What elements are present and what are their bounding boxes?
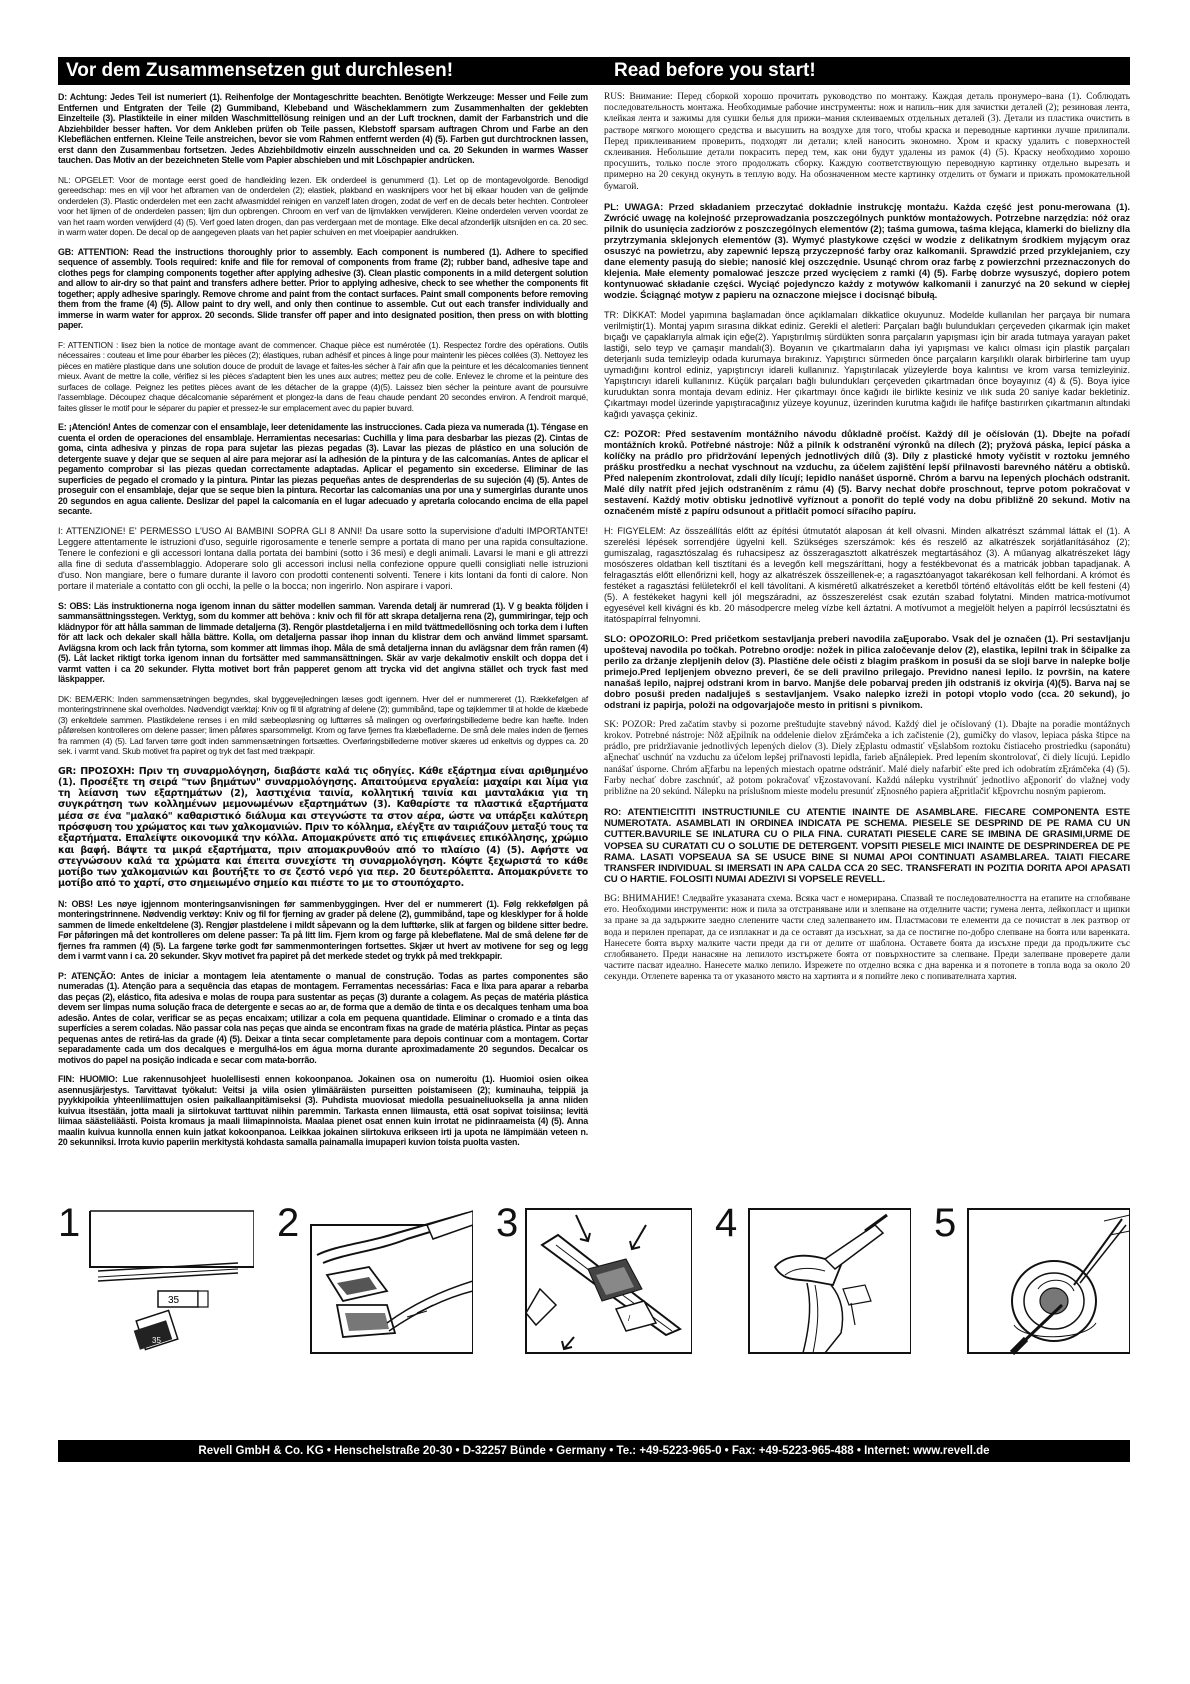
instruction-paragraph: GB: ATTENTION: Read the instructions thoroughly prior to assembly. Each component is numbered (1). Adhere to specified sequence of assembly. Tools required: knife and file for removal of components from frame (2); rubber band, adhesive tape and clothes pegs for clamping components together after applying adhesive (3). Clean plastic components in a mild detergent solution and allow to air-dry so that paint and transfers adhere better. Prior to applying adhesive, check to see whether the components fit together; apply adhesive sparingly. Remove chrome and paint from the contact surfaces. Paint small components before removing them from the frame (4) (5). Allow paint to dry well, and only then continue to assemble. Cut out each transfer individually and immerse in warm water for approx. 20 seconds. Slide transfer off paper and into designated position, then press on with blotting paper.	[58, 246, 588, 330]
instruction-sheet	[58, 57, 1130, 1637]
instruction-paragraph: D: Achtung: Jedes Teil ist numeriert (1). Reihenfolge der Montageschritte beachten. Benötigte Werkzeuge: Messer und Feile zum Entfernen und Entgraten der Teile (2) Gummiband, Klebeband und Wäscheklammern zum Zusammenhalten der geklebten Einzelteile (3). Plastikteile in einer milden Waschmittellösung reinigen und an der Luft trocknen, damit der Farbanstrich und die Abziehbilder besser haften. Vor dem Ankleben prüfen ob Teile passen, Klebstoff sparsam auftragen Chrom und Farbe an den Klebeflächen entfernen. Kleine Teile anstreichen, bevor sie vom Rahmen entfernt werden (4) (5). Farben gut durchtrocknen lassen, erst dann den Zusammenbau fortsetzen. Jedes Abziehbildmotiv einzeln ausschneiden und ca. 20 Sekunden in warmes Wasser tauchen. Das Motiv an der bezeichneten Stelle vom Papier abschieben und mit Löschpapier andrücken.	[58, 92, 588, 165]
instruction-paragraph: BG: ВНИМАНИЕ! Следвайте указаната схема. Всяка част е номерирана. Спазвай те последователността на етапите на сглобяване ето. Необходими инструменти: нож и пила за отстраняване или и злепване на отделните части; гумена лента, лейкопласт и щипки за пране за да задържите заедно слепените части след залепването им. Пластмасови те елементи да се почистат в лек разтвор от вода и перилен препарат, да се изплакнат и да се оставят да изсъхнат, за да се постигне по-добро слепване на боята или варенката. Нанесете боята върху малките части преди да ги от делите от шаблона. Оставете боята да изсъхне преди да продължите със сглобяването. Преди нанасяне на лепилото изстържете боята от повърхностите за слепване. Преди залепване проверете дали частите пасват идеално. Нанесете малко лепило. Изрежете по отделно всяка с дна варенка и я потопете в топла вода за около 20 секунди. Отлепете варенка та от указаното място на хартията и я попийте леко с попивателната хартия.	[604, 893, 1130, 983]
instruction-paragraph: P: ATENÇÃO: Antes de iniciar a montagem leia atentamente o manual de construção. Todas as partes componentes são numeradas (1). Atenção para a sequência das etapas de montagem. Ferramentas necessárias: Faca e lixa para aparar a rebarba das peças (2), elástico, fita adesiva e molas de roupa para sustentar as peças (3) durante a colagem. As peças de matéria plástica devem ser limpas numa solução fraca de detergente e secas ao ar, de forma que a demão de tinta e os decalques tenham uma boa adesão. Antes de colar, verificar se as peças encaixam; utilizar a cola em pequena quantidade. Eliminar o cromado e a tinta das superfícies a serem coladas. Não passar cola nas peças que ainda se encontram fixas na grade de matéria plástica. Pintar as peças pequenas antes de retirá-las da grade (4) (5). Deixar a tinta secar completamente para depois continuar com a montagem. Cortar separadamente cada um dos decalques e mergulhá-los em água morna durante aproximadamente 20 segundos. Decalcar os motivos do papel na posição indicada e secar com mata-borrão.	[58, 970, 588, 1065]
instruction-paragraph: PL: UWAGA: Przed składaniem przeczytać dokładnie instrukcję montażu. Każda część jest ponu-merowana (1). Zwrócić uwagę na kolejność przeprowadzania poszczególnych punktów montażowych. Potrzebne narzędzia: nóż oraz pilnik do usunięcia zadziorów z poszczególnych elementów (2); taśma gumowa, taśma klejąca, klamerki do bielizny dla przytrzymania sklejonych elementów (3). Wymyć plastykowe części w wodzie z delikatnym środkiem myjącym oraz osuszyć na powietrzu, aby zapewnić lepszą przyczepność farby oraz kalkomanii. Sprawdzić przed przyklejaniem, czy dane elementy pasują do siebie; nanosić klej oszczędnie. Usunąć chrom oraz farbę z powierzchni przeznaczonych do klejenia. Małe elementy pomalować jeszcze przed wycięciem z ramki (4) (5). Farbę dobrze wysuszyć, dopiero potem kontynuować składanie części. Wyciąć pojedynczo każdy z motywów kalkomanii i zanurzyć na 20 sekund w ciepłej wodzie. Ściągnąć motyw z papieru na oznaczone miejsce i docisnąć bibułą.	[604, 201, 1130, 300]
clamping-illustration	[496, 1205, 692, 1355]
numbered-parts-illustration	[58, 1205, 254, 1355]
instruction-paragraph: NL: OPGELET: Voor de montage eerst goed de handleiding lezen. Elk onderdeel is genummerd (1). Let op de montagevolgorde. Benodigd gereedschap: mes en vijl voor het afbramen van de onderdelen (2); elastiek, plakband en wasknijpers voor het bij elkaar houden van de gelijmde onderdelen (3). Plastic onderdelen met een zacht afwasmiddel reinigen en vanzelf laten drogen, zodat de verf en de decals beter hechten. Controleer voor het lijmen of de onderdelen passen; lijm dun opbrengen. Chroom en verf van de lijmvlakken verwijderen. Kleine onderdelen verven voordat ze van het raam worden verwijderd (4) (5). Verf goed laten drogen, dan pas verdergaan met de montage. Elke decal afzonderlijk uitsnijden en ca. 20 sec. in warm water dopen. De decal op de aangegeven plaats van het papier schuiven en met vloeipapier aandrukken.	[58, 174, 588, 237]
instruction-paragraph: N: OBS! Les nøye igjennom monteringsanvisningen før sammenbyggingen. Hver del er nummerert (1). Følg rekkefølgen på monteringstrinnene. Nødvendig verktøy: Kniv og fil for fjerning av grader på delene (2), gummibånd, tape og klesklyper for å holde sammen de limede enkeltdelene (3). Rengjør plastdelene i mildt såpevann og la dem lufttørke, slik at fargen og bildene sitter bedre. Før påføringen må det kontrolleres om delene passer: Ta på litt lim. Fjern krom og farge på klebeflatene. Mal de små delene før de fjernes fra rammen (4) (5). La fargene tørke godt før sammenmonteringen fortsettes. Skjær ut hvert av motivene for seg og legg dem i varmt vann i ca. 20 sekunder. Skyv motivet fra papiret på det merkede stedet og trykk på med trekkpapir.	[58, 898, 588, 962]
step-2-panel	[277, 1201, 473, 1355]
decal-application-illustration	[934, 1205, 1130, 1355]
instruction-paragraph: E: ¡Atención! Antes de comenzar con el ensamblaje, leer detenidamente las instrucciones. Cada pieza va numerada (1). Téngase en cuenta el orden de operaciones del ensamblaje. Herramientas necesarias: Cuchilla y lima para desbarbar las piezas (2). Cintas de goma, cinta adhesiva y pinzas de ropa para sujetar las piezas pegadas (3). Lavar las piezas de plástico en una solución de detergente suave y dejar que se sequen al aire para mejorar así la adhesión de la pintura y de las calcomanías. Antes de aplicar el pegamento comprobar si las piezas quedan correctamente adaptadas. Aplicar el pegamento sin excederse. Eliminar de las superficies de pegado el cromado y la pintura. Pintar las piezas pequeñas antes de desprenderlas de su sujeción (4) (5). Antes de proseguir con el ensamblaje, dejar que se seque bien la pintura. Recortar las calcomanías una por una y sumergirlas durante unos 20 segundos en agua caliente. Deslizar del papel la calcomanía en el lugar adecuado y apretarla colocando encima de ella papel secante.	[58, 422, 588, 516]
step-5-panel	[934, 1201, 1130, 1355]
instruction-paragraph: SLO: OPOZORILO: Pred pričetkom sestavljanja preberi navodila zaĘuporabo. Vsak del je označen (1). Pri sestavljanju upoštevaj navodila po točkah. Potrebno orodje: nožek in pilica zaločevanje delov (2), elastika, lepilni trak in ščipalke za perilo za držanje zlepljenih delov (3). Plastične dele očisti z blagim praškom in posuši da se sloji barve in nalepke bolje primejo.Pred lepljenjem obvezno preveri, če se deli pravilno prilegajo. Previdno nanesi lepilo. Iz površin, na katere nanašaš lepilo, najprej odstrani krom in barvo. Manjše dele pobarvaj preden jih odstraniš iz okvirja (4)(5). Barva naj se dobro posuši preden nadaljuješ s sestavljanjem. Vsako nalepko izreži in potopi vtoplo vodo (cca. 20 sekund), jo odstrani iz papirja, položi na odgovarjajoče mesto in pritisni s pivnikom.	[604, 633, 1130, 710]
header-title-english: Read before you start!	[614, 60, 816, 81]
instruction-paragraph: RUS: Внимание: Перед сборкой хорошо прочитать руководство по монтажу. Каждая деталь пронумеро–вана (1). Соблюдать последовательность монтажа. Необходимые рабочие инструменты: нож и напиль–ник для зачистки деталей (2); резиновая лента, клейкая лента и зажимы для сушки белья для прижи–мания склеиваемых отдельных деталей (3). Детали из пластика очистить в растворе мягкого моющего средства и высушить на воздухе для того, чтобы краска и переводные картинки лучше прилипали. Перед приклеиванием проверить, подходят ли детали; клей наносить экономно. Хром и краску удалить с поверхностей склеивания. Небольшие детали покрасить перед тем, как они будут удалены из рамок (4) (5). Краску необходимо хорошо просушить, только после этого продолжать сборку. Каждую соответствующую переводную картинку отдельно вырезать и примерно на 20 секунд окунуть в теплую воду. На обозначенном месте картинку отделить от бумаги и прижать промокательной бумагой.	[604, 92, 1130, 192]
step-4-panel	[715, 1201, 911, 1355]
painting-illustration	[715, 1205, 911, 1355]
instruction-paragraph: GR: ΠΡΟΣΟΧΗ: Πριν τη συναρμολόγηση, διαβάστε καλά τις οδηγίες. Κάθε εξάρτημα είναι αριθμημένο (1). Προσέξτε τη σειρά "των βημάτων" συναρμολόγησης. Απαιτούμενα εργαλεία: μαχαίρι και λίμα για τη λείανση των εξαρτημάτων (2), λαστιχένια ταινία, κολλητική ταινία και μανταλάκια για τη συγκράτηση των κολλημένων μεμονωμένων εξαρτημάτων (3). Καθαρίστε τα πλαστικά εξαρτήματα μέσα σε ένα "μαλακό" καθαριστικό διάλυμα και στεγνώστε τα στον αέρα, ώστε να υπάρξει καλύτερη πρόσφυση του χρώματος και των χαλκομανιών. Πριν το κόλλημα, ελέγξτε αν ταιριάζουν μεταξύ τους τα εξαρτήματα. Επαλείψτε οικονομικά την κόλλα. Απομακρύνετε από τις επιφάνειες επικόλλησης, χρώμιο και βαφή. Βάψτε τα μικρά εξαρτήματα, πριν απομακρυνθούν από το πλαίσιο (4) (5). Αφήστε να στεγνώσουν καλά τα χρώματα και έπειτα συνεχίστε τη συναρμολόγηση. Κόψτε ξεχωριστά το κάθε μοτίβο των χαλκομανιών και βουτήξτε το σε ζεστό νερό για περ. 20 δευτερόλεπτα. Απομακρύνετε το μοτίβο από το χαρτί, στο σημειωμένο σημείο και πιέστε το με το στουπόχαρτο.	[58, 765, 588, 890]
step-number: 3	[496, 1201, 519, 1245]
knife-and-file-illustration	[277, 1205, 473, 1355]
instruction-paragraph: FIN: HUOMIO: Lue rakennusohjeet huolellisesti ennen kokoonpanoa. Jokainen osa on numeroitu (1). Huomioi osien oikea asennusjärjestys. Tarvittavat työkalut: Veitsi ja viila osien ylimääräisten purseitten poistamiseen (2); kuminauha, teippiä ja pyykkipoikia yhteenliimattujen osien paikallaanpitämiseksi (3). Puhdista muoviosat miedolla pesuaineliuoksella ja anna niiden kuivua itsestään, jotta maali ja siirtokuvat tarttuvat niihin paremmin. Tarkasta ennen liimausta, että osat sopivat toisiinsa; levitä liimaa säästeliäästi. Poista kromaus ja maali liimapinnoista. Maalaa pienet osat ennen kuin irrotat ne pidinraameista (4) (5). Anna maalin kuivua kunnolla ennen kuin jatkat kokoonpanoa. Leikkaa jokainen siirtokuva erikseen irti ja upota ne lämpimään veteen n. 20 sekunniksi. Irrota kuvio paperiin merkitystä kohdasta samalla painamalla imupaperi kuvion toista puolta vasten.	[58, 1074, 588, 1148]
instruction-paragraph: RO: ATENTIE!CITITI INSTRUCTIUNILE CU ATENTIE INAINTE DE ASAMBLARE. FIECARE COMPONENTA ESTE NUMEROTATA. ASAMBLATI IN ORDINEA INDICATA PE SCHEMA. PIESELE SE DESPRIND DE PE RAMA CU UN CUTTER.BAVURILE SE INLATURA CU O PILA FINA. CURATATI PIESELE CARE SE IMBINA DE GRASIMI,URME DE VOPSEA SU CURATATI CU O SOLUTIE DE DETERGENT. VOPSITI PIESELE MICI INAINTE DE DESPRINDEREA DE PE RAMA. LASATI VOPSEAUA SA SE USUCE BINE SI NUMAI APOI CONTINUATI ASAMBLAREA. TAIATI FIECARE TRANSFER INDIVIDUAL SI IMERSATI IN APA CALDA CCA 20 SEC. TRANSFERATI IN POZITIA DORITA APOI APASATI CU O HARTIE. FOLOSITI NUMAI ADEZIVI SI VOPSELE REVELL.	[604, 807, 1130, 885]
instruction-paragraph: H: FIGYELEM: Az összeállítás előtt az építési útmutatót alaposan át kell olvasni. Minden alkatrészt számmal láttak el (1). A szerelési lépések sorrendjére ügyelni kell. Szükséges szerszámok: kés és reszelő az alkatrészek sorjátlanításához (2); gumiszalag, ragasztószalag és ruhacsipesz az összeragasztott alkatrészek megtartásához (3). A műanyag alkatrészeket lágy mosószeres oldatban kell tisztítani és a levegőn kell megszáríttani, hogy a festékbevonat és a matricák jobban tapadjanak. A felragasztás előtt ellenőrizni kell, hogy az alkatrészek összeillenek-e; a ragasztóanyagot takarékosan kell felhordani. A krómot és festéket a ragasztási felületekről el kell távolítani. A kisméretű alkatrészeket a keretből történő eltávolítás előtt be kell festeni (4) (5). A festékeket hagyni kell jól megszáradni, az összeszerelést csak ezután szabad folytatni. Minden matrica-motívumot egyesével kell kivágni és kb. 20 másodpercre meleg vízbe kell áztatni. A motívumot a megjelölt helyen a papírról lecsúsztatni és itatóspapírral felnyomni.	[604, 525, 1130, 624]
header-title-german: Vor dem Zusammensetzen gut durchlesen!	[66, 60, 454, 81]
instruction-paragraph: I: ATTENZIONE! E' PERMESSO L'USO AI BAMBINI SOPRA GLI 8 ANNI! Da usare sotto la supervisione d'adulti IMPORTANTE! Leggere attentamente le istruzioni d'uso, seguirle rigorosamente e tenerle sempre a portata di mano per una rapida consultazione. Tenere le confezioni e gli accessori lontana dalla portata dei bambini (sotto i 36 mesi) e degli animali. Lavarsi le mani e gli attrezzi alla fine di seduta d'assemblaggio. Adoperare solo gli accessori inclusi nella confezione oppure quelli consigliati nelle istruzioni d'uso. Non mangiare, bere o fumare durante il lavoro con prodotti contenenti solventi. Tenere i kits lontani da fonti di calore. Non portare il materiale a contatto con gli occhi, la pelle o la bocca; non ingerirlo. Non aspirare i vapori.	[58, 525, 588, 591]
assembly-steps	[58, 1201, 1130, 1355]
step-3-panel	[496, 1201, 692, 1355]
step-number: 5	[934, 1201, 957, 1245]
step-number: 1	[58, 1201, 81, 1245]
header-bar	[58, 57, 1130, 85]
step-1-panel	[58, 1201, 254, 1355]
step-number: 4	[715, 1201, 738, 1245]
footer-contact-bar: Revell GmbH & Co. KG • Henschelstraße 20-30 • D-32257 Bünde • Germany • Te.: +49-5223-965-0 • Fax: +49-5223-965-488 • Internet: www.revell.de	[58, 1440, 1130, 1462]
svg-text:/: /	[628, 1314, 631, 1323]
instruction-paragraph: CZ: POZOR: Před sestavením montážního návodu důkladně pročíst. Každý díl je očíslován (1). Dbejte na pořadí montážních kroků. Potřebné nástroje: Nůž a pilník k odstranění výronků na dílech (2); pryžová páska, lepicí páska a kolíčky na prádlo pro přidržování lepených jednotlivých dílů (3). Díly z plastické hmoty vyčistit v roztoku jemného prášku prostředku a nechat vyschnout na vzduchu, za účelem zajištění lepší přilnavosti barevného nátěru a obtisků. Před nalepením zkontrolovat, zdali díly lícují; lepidlo nanášet úsporně. Chróm a barvu na lepených plochách odstranit. Malé díly natřít před jejich odstraněním z rámu (4) (5). Barvy nechat dobře proschnout, teprve potom pokračovat v sestavení. Každý motiv obtisku jednotlivě vyříznout a ponořit do teplé vody na dobu přibližně 20 sekund. Motiv na označeném místě z papíru odsunout a přitlačit pomocí sířacího papíru.	[604, 428, 1130, 516]
step-number: 2	[277, 1201, 300, 1245]
instruction-paragraph: S: OBS: Läs instruktionerna noga igenom innan du sätter modellen samman. Varenda detalj är numrerad (1). V g beakta följden i sammansättningsstegen. Verktyg, som du kommer att behöva : kniv och fil för att skrapa detaljerna rena (2), gummiringar, tejp och klädnypor för att hålla samman de limmade detaljerna (3). Rengör plastdetaljerna i en mild tvättmedellösning och torka dem i luften för att lack och dekaler skall hålla bättre. Kolla, om detaljerna passar ihop innan du klistrar dem och använd limmet sparsamt. Avlägsna krom och lack från tytorna, som kommer att limmas ihop. Måla de små detaljerna innan du avlägsnar dem från ramen (4) (5). Låt lacket riktigt torka igenom innan du fortsätter med sammansättningen. Skär av varje dekalmotiv enskilt och doppa det i varmt vatten i ca 20 sekunder. Flytta motivet bort från papperet genom att trycka vid det angivna stället och tryck fast med läskpapper.	[58, 600, 588, 684]
part-label-35-part: 35	[152, 1336, 161, 1345]
instruction-paragraph: TR: DİKKAT: Model yapımına başlamadan önce açıklamaları dikkatlice okuyunuz. Modelde kullanılan her parçaya bir numara verilmiştir(1). Montaj yapım sırasına dikkat ediniz. Gerekli el aletleri: Parçaları bağlı bulundukları çerçeveden çıkarmak için maket bıçağı ve çapaklarıyla almak için eğe(2). Yapıştırılmış sürdükten sonra parçaların yapışması için bir arada tutmaya yarayan paket lastiği, selo teyp ve çamaşır mandalı(3). Boyanın ve çıkartmaların daha iyi yapışması ve kalıcı olması için plastik parçaları deterjanlı suda temizleyip odada kurumaya bırakınız. Yapıştırıcı sürmeden önce parçaların karşılıklı olarak birbirlerine tam uyup uymadığını kontrol ediniz, yapıştırıcıyı idareli kullanınız. Yapıştırılacak yüzeylerde boya kalıntısı ve krom varsa temizleyiniz. Yapıştırıcıyı idareli kullanınız. Küçük parçaları bağlı bulundukları çerçeveden çıkartmadan önce boyayınız (4) & (5). Boya iyice kuruduktan sonra montaja devam ediniz. Her çıkartmayı önce kağıdı ile birlikte kesiniz ve ılık suda 20 saniye kadar bekletiniz. Çıkartmayı model üzerinde yapıştıracağınız yüzeye koyunuz, üzerinden kurutma kağıdı ile hafifçe bastırırken çıkartmanın altındaki kağıdı yavaşça çekiniz.	[604, 309, 1130, 419]
instruction-paragraph: DK: BEMÆRK: Inden sammensætningen begyndes, skal byggevejledningen læses godt igennem. Hver del er nummereret (1). Rækkefølgen af monteringstrinnene skal overholdes. Nødvendigt værktøj: Kniv og fil til afgratning af delene (2); gummibånd, tape og tøjklemmer til at holde de klæbede (3) enkeltdele sammen. Plastikdelene renses i en mild sæbeopløsning og lufttørres så malingen og overføringsbillederne bedre kan hæfte. Inden påførelsen kontrolleres om delene passer; limen påføres sparsommeligt. Krom og farve fjernes fra klæbefladerne. De små dele males inden de fjernes fra rammen (4) (5). Lad farven tørre godt inden sammensætningen fortsættes. Overføringsbillederne motiver skæres ud enkeltvis og dyppes ca. 20 sek. i varmt vand. Skub motivet fra papiret og tryk det fast med trækpapir.	[58, 693, 588, 756]
left-column	[58, 92, 588, 1157]
part-label-35-frame: 35	[168, 1295, 180, 1306]
instruction-paragraph: F: ATTENTION : lisez bien la notice de montage avant de commencer. Chaque pièce est numérotée (1). Respectez l'ordre des opérations. Outils nécessaires : couteau et lime pour ébarber les pièces (2); élastiques, ruban adhésif et pinces à linge pour maintenir les pièces collées (3). Nettoyez les pièces en matière plastique dans une solution douce de produit de lavage et faites-les sécher à l'air afin que la peinture et les décalcomanies tiennent mieux. Avant de mettre la colle, vérifiez si les pièces s'adaptent bien les unes aux autres; mettez peu de colle. Enlevez le chrome et la peinture des surfaces de collage. Peignez les petites pièces avant de les détacher de la grappe (4)(5). Laissez bien sécher la peinture avant de poursuivre l'assemblage. Découpez chaque décalcomanie séparément et plongez-la dans de l'eau chaude pendant 20 secondes environ. A l'endroit marqué, faites glisser le motif pour le séparer du papier et pressez-le sur emplacement avec du papier buvard.	[58, 339, 588, 413]
instruction-paragraph: SK: POZOR: Pred začatím stavby si pozorne preštudujte stavebný návod. Každý diel je očíslovaný (1). Dbajte na poradie montážnych krokov. Potrebné nástroje: Nôž aĘpilník na oddelenie dielov zĘrámčeka a ich začistenie (2), gumičky do vlasov, lepiaca páska štipce na prádlo, pre pridržiavanie jednotlivých lepených dielov (3). Diely zĘplastu odmastiť vĘslabšom roztoku čistiaceho prostriedku (saponátu) aĘnechať uschnúť na vzduchu za účelom lepšej priľnavosti lepidla, farieb aĘnálepiek. Pred lepením skontrolovať, či diely lícujú. Lepidlo nanášať úsporne. Chróm aĘfarbu na lepených miestach opatrne odstrániť. Malé diely nafarbiť ešte pred ich odobratím zĘrámčeka (4) (5). Farby nechať dobre zaschnúť, až potom pokračovať vĘzostavovaní. Každú nálepku vystrihnúť jednotlivo aĘponoriť do vlažnej vody približne na 20 sekúnd. Nálepku na príslušnom mieste modelu presunúť zĘnosného papiera aĘpritlačiť kĘpovrchu nosným papierom.	[604, 719, 1130, 798]
right-column	[604, 92, 1130, 993]
